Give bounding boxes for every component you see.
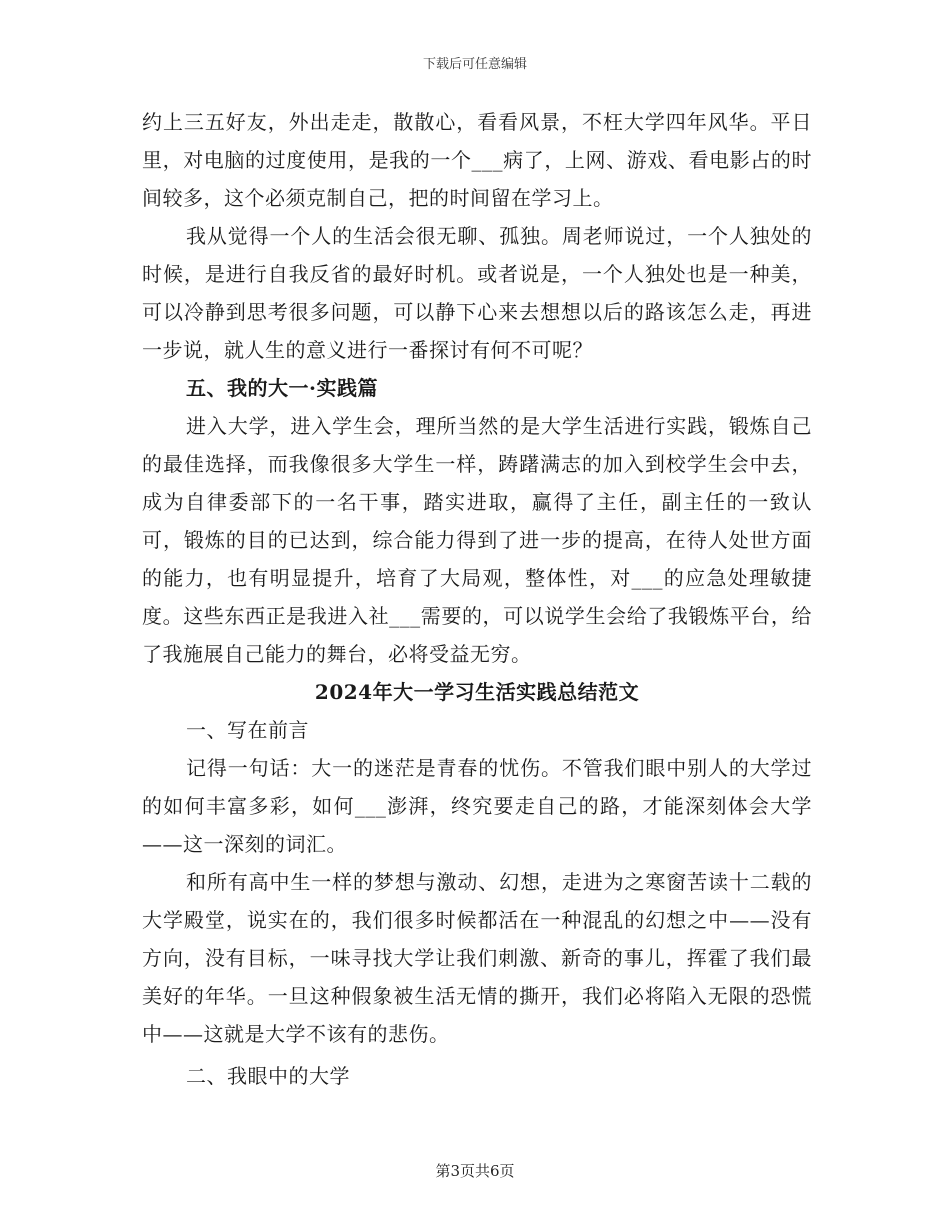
section-heading-practice: 五、我的大一·实践篇 [186,376,378,400]
page-header: 下载后可任意编辑 [422,57,527,72]
section-heading-preface: 一、写在前言 [186,718,309,742]
section-heading-university: 二、我眼中的大学 [186,1064,350,1088]
document-title: 2024年大一学习生活实践总结范文 [314,680,640,704]
paragraph-4: 记得一句话：大一的迷茫是青春的忧伤。不管我们眼中别人的大学过的如何丰富多彩，如何___澎湃，终究要走自己的路，才能深刻体会大学——这一深刻的词汇。 [142,756,812,856]
paragraph-1: 约上三五好友，外出走走，散散心，看看风景，不枉大学四年风华。平日里，对电脑的过度使用，是我的一个___病了，上网、游戏、看电影占的时间较多，这个必须克制自己，把的时间留在学习上。 [142,110,812,210]
paragraph-3: 进入大学，进入学生会，理所当然的是大学生活进行实践，锻炼自己的最佳选择，而我像很多大学生一样，踌躇满志的加入到校学生会中去，成为自律委部下的一名干事，踏实进取，赢得了主任，副主任的一致认可，锻炼的目的已达到，综合能力得到了进一步的提高，在待人处世方面的能力，也有明显提升，培育了大局观，整体性，对___的应急处理敏捷度。这些东西正是我进入社___需要的，可以说学生会给了我锻炼平台，给了我施展自己能力的舞台，必将受益无穷。 [142,414,812,666]
paragraph-2: 我从觉得一个人的生活会很无聊、孤独。周老师说过，一个人独处的时候，是进行自我反省的最好时机。或者说是，一个人独处也是一种美，可以冷静到思考很多问题，可以静下心来去想想以后的路该怎么走，再进一步说，就人生的意义进行一番探讨有何不可呢？ [142,224,812,362]
paragraph-5: 和所有高中生一样的梦想与激动、幻想，走进为之寒窗苦读十二载的大学殿堂，说实在的，我们很多时候都活在一种混乱的幻想之中——没有方向，没有目标，一味寻找大学让我们刺激、新奇的事儿，挥霍了我们最美好的年华。一旦这种假象被生活无情的撕开，我们必将陷入无限的恐慌中——这就是大学不该有的悲伤。 [142,870,812,1046]
page-footer: 第3页共6页 [435,1162,515,1180]
document-body [142,103,812,1095]
